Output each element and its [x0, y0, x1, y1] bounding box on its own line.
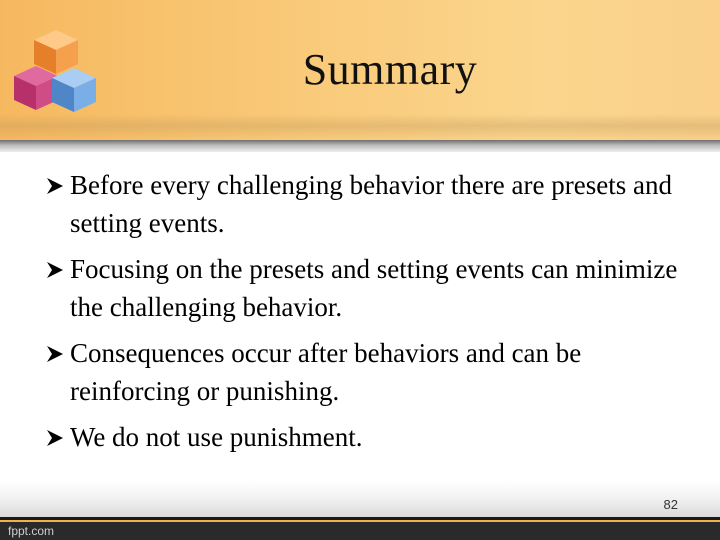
- bullet-text: Before every challenging behavior there are presets and setting events.: [70, 170, 672, 238]
- arrowhead-bullet-icon: [46, 418, 68, 456]
- header-shadow: [0, 114, 720, 140]
- bullet-text: Focusing on the presets and setting events can minimize the challenging behavior.: [70, 254, 678, 322]
- arrowhead-bullet-icon: [46, 250, 68, 288]
- bullet-item: [46, 418, 696, 456]
- bottom-band: [0, 480, 720, 520]
- footer-bar: [0, 522, 720, 540]
- watermark-text: fppt.com: [8, 524, 55, 538]
- bullet-list: [46, 166, 696, 464]
- bullet-item: [46, 166, 696, 242]
- bullet-text: Consequences occur after behaviors and can be reinforcing or punishing.: [70, 338, 582, 406]
- header-divider: [0, 140, 720, 152]
- bullet-text: We do not use punishment.: [70, 422, 363, 452]
- arrowhead-bullet-icon: [46, 334, 68, 372]
- bullet-item: [46, 250, 696, 326]
- page-number: 82: [663, 497, 678, 512]
- slide-title: Summary: [302, 45, 478, 94]
- colored-cubes-icon: [8, 22, 104, 118]
- bullet-item: [46, 334, 696, 410]
- arrowhead-bullet-icon: [46, 166, 68, 204]
